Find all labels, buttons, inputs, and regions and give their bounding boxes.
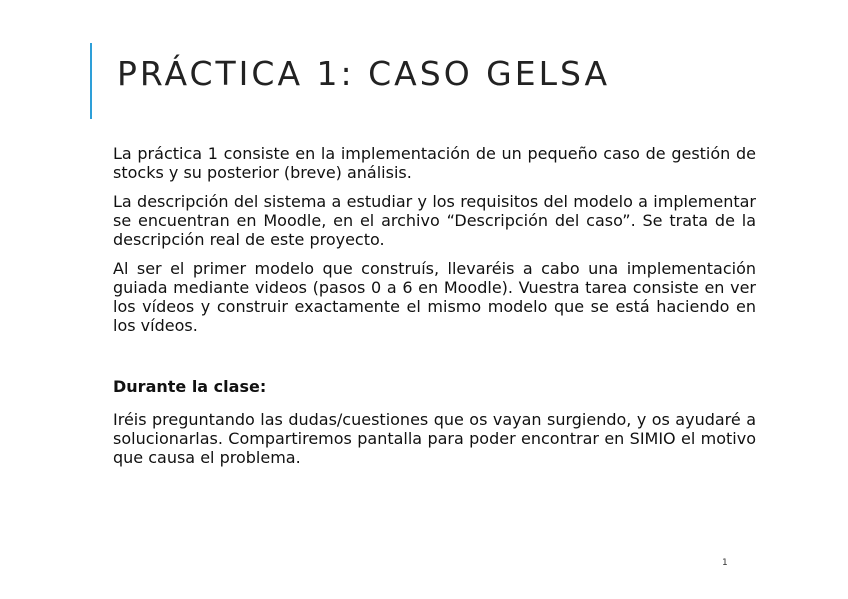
paragraph-description: La descripción del sistema a estudiar y los requisitos del modelo a implementar se encuentran en Moodle, en el archivo “Descripción del caso”. Se trata de la descripción real de este proyecto. — [113, 192, 756, 249]
page-number: 1 — [722, 558, 728, 568]
paragraph-guided-implementation: Al ser el primer modelo que construís, llevaréis a cabo una implementación guiada mediante videos (pasos 0 a 6 en Moodle). Vuestra tarea consiste en ver los vídeos y construir exactamente el mismo modelo que se está haciendo en los vídeos. — [113, 259, 756, 335]
slide-title: PRÁCTICA 1: CASO GELSA — [117, 54, 611, 93]
title-accent-bar — [90, 43, 92, 119]
paragraph-questions: Iréis preguntando las dudas/cuestiones que os vayan surgiendo, y os ayudaré a solucionarlas. Compartiremos pantalla para poder encontrar en SIMIO el motivo que causa el problema. — [113, 410, 756, 467]
paragraph-intro: La práctica 1 consiste en la implementación de un pequeño caso de gestión de stocks y su posterior (breve) análisis. — [113, 144, 756, 182]
section-heading-during-class: Durante la clase: — [113, 377, 267, 396]
slide-body — [113, 144, 756, 477]
